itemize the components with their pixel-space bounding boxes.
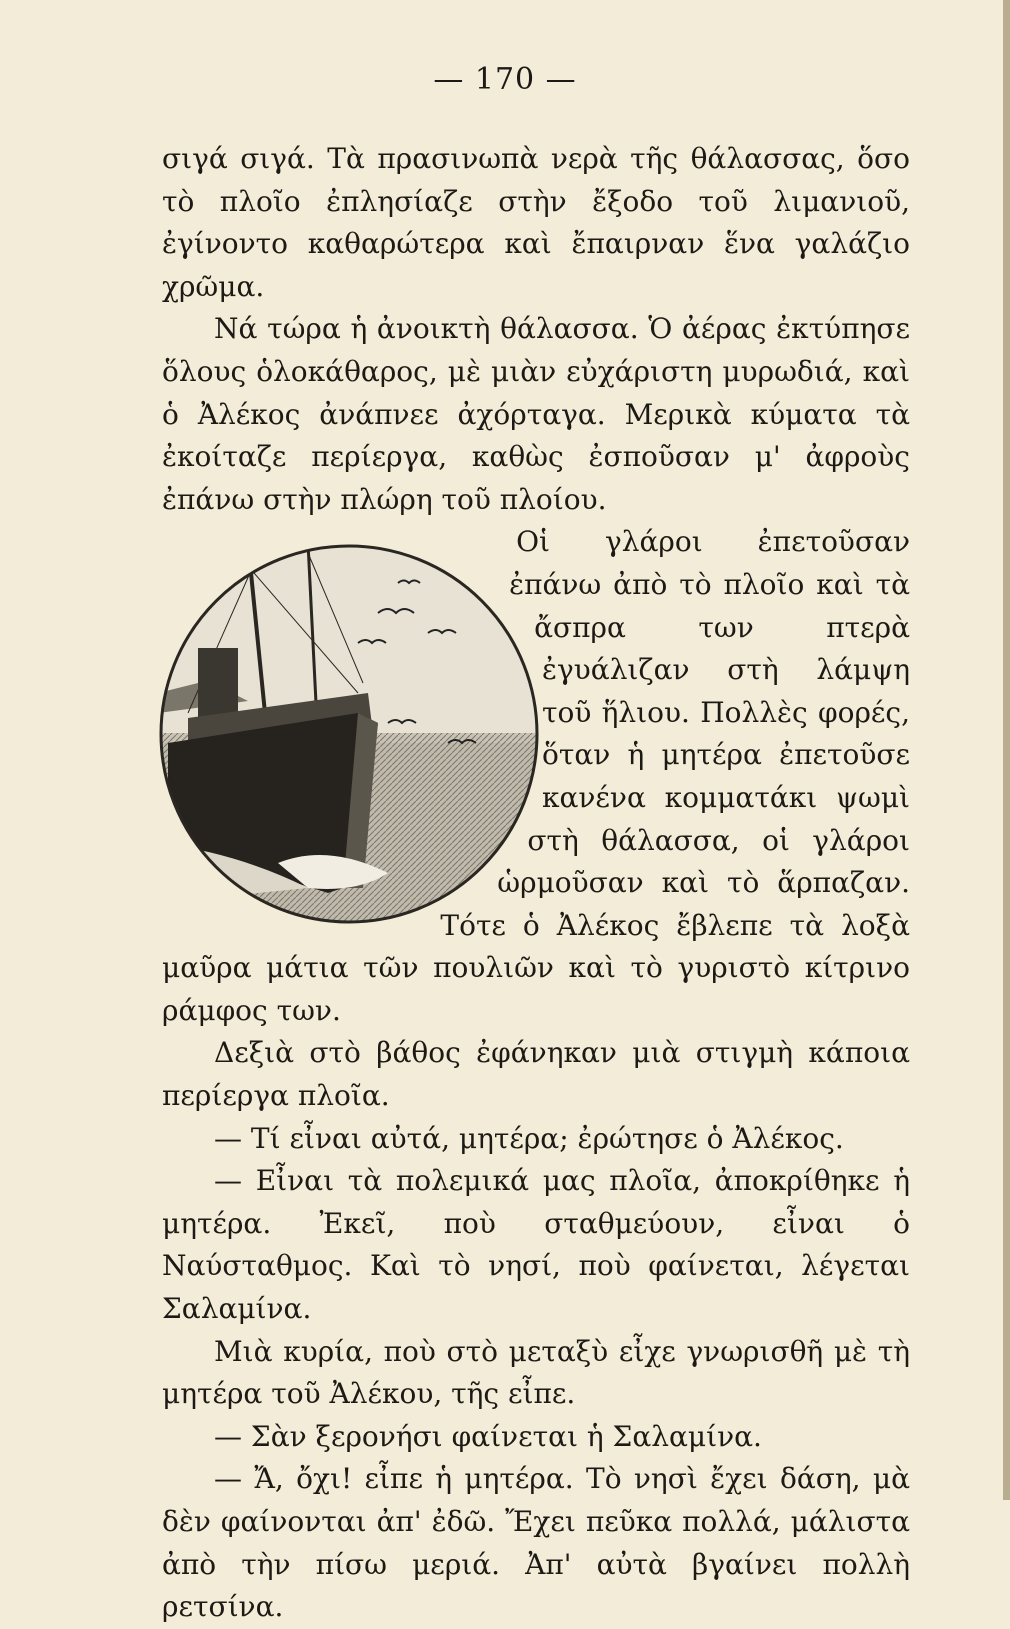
paragraph-6: — Εἶναι τὰ πολεμικά μας πλοῖα, ἀποκρίθηκε ἡ μητέρα. Ἐκεῖ, ποὺ σταθμεύουν, εἶναι ὁ Ναύσταθμος. Καὶ τὸ νησί, ποὺ φαίνεται, λέγεται Σαλαμίνα. [162,1164,910,1326]
ship-illustration [162,533,542,933]
paragraph-9: — Ἄ, ὄχι! εἶπε ἡ μητέρα. Τὸ νησὶ ἔχει δάση, μὰ δὲν φαίνονται ἀπ' ἐδῶ. Ἔχει πεῦκα πολλά, μάλιστα ἀπὸ τὴν πίσω μεριά. Ἀπ' αὐτὰ βγαίνει πολλὴ ρετσίνα. [162,1462,910,1624]
page-number: — 170 — [433,62,577,97]
paragraph-8: — Σὰν ξερονήσι φαίνεται ἡ Σαλαμίνα. [214,1419,762,1453]
paragraph-7: Μιὰ κυρία, ποὺ στὸ μεταξὺ εἶχε γνωρισθῆ μὲ τὴ μητέρα τοῦ Ἀλέκου, τῆς εἶπε. [162,1334,910,1411]
paragraph-4: Δεξιὰ στὸ βάθος ἐφάνηκαν μιὰ στιγμὴ κάποια περίεργα πλοῖα. [162,1036,910,1113]
paragraph-5: — Τί εἶναι αὐτά, μητέρα; ἐρώτησε ὁ Ἀλέκος. [214,1121,844,1155]
page-edge [1003,0,1010,1500]
paragraph-3: Οἱ γλάροι ἐπετοῦσαν ἐπάνω ἀπὸ τὸ πλοῖο καὶ τὰ ἄσπρα των πτερὰ ἐγυάλιζαν στὴ λάμψη τοῦ ἥλιου. Πολλὲς φορές, ὅταν ἡ μητέρα ἐπετοῦσε κανένα κομματάκι ψωμὶ στὴ θάλασσα, οἱ γλάροι ὡρμοῦσαν καὶ τὸ ἅρπαζαν. Τότε ὁ Ἀλέκος ἔβλεπε τὰ λοξὰ μαῦρα μάτια τῶν πουλιῶν καὶ τὸ γυριστὸ κίτρινο ράμφος των. [162,525,910,1027]
body-text [162,138,910,1629]
ship-engraving-image [158,543,540,925]
paragraph-1: σιγά σιγά. Τὰ πρασινωπὰ νερὰ τῆς θάλασσας, ὅσο τὸ πλοῖο ἐπλησίαζε στὴν ἔξοδο τοῦ λιμανιοῦ, ἐγίνοντο καθαρώτερα καὶ ἔπαιρναν ἕνα γαλάζιο χρῶμα. [162,142,910,303]
paragraph-2: Νά τώρα ἡ ἀνοικτὴ θάλασσα. Ὁ ἀέρας ἐκτύπησε ὅλους ὁλοκάθαρος, μὲ μιὰν εὐχάριστη μυρωδιά, καὶ ὁ Ἀλέκος ἀνάπνεε ἀχόρταγα. Μερικὰ κύματα τὰ ἐκοίταζε περίεργα, καθὼς ἐσποῦσαν μ' ἀφροὺς ἐπάνω στὴν πλώρη τοῦ πλοίου. [162,312,910,516]
